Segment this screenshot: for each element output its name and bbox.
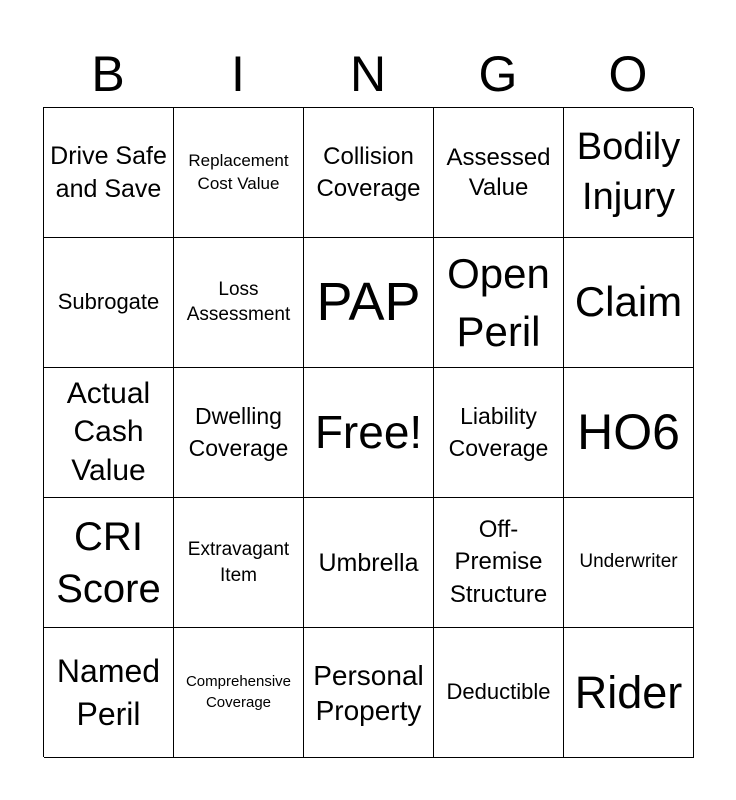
cell-text: PAP <box>316 271 421 332</box>
bingo-cell[interactable] <box>304 238 434 368</box>
bingo-cell[interactable] <box>434 238 564 368</box>
bingo-cell[interactable] <box>174 368 304 498</box>
bingo-cell[interactable] <box>174 108 304 238</box>
cell-text: Underwriter <box>579 551 678 573</box>
bingo-cell[interactable] <box>44 628 174 758</box>
cell-text: Rider <box>574 666 683 718</box>
cell-text: Loss Assessment <box>186 278 291 325</box>
cell-text: Claim <box>574 278 683 326</box>
bingo-cell[interactable] <box>434 368 564 498</box>
bingo-cell[interactable] <box>434 628 564 758</box>
bingo-cell[interactable] <box>174 628 304 758</box>
cell-text: HO6 <box>577 404 680 460</box>
header-letter-n: N <box>349 46 387 102</box>
cell-text: CRI Score <box>56 514 161 611</box>
bingo-header <box>43 40 693 108</box>
bingo-cell[interactable] <box>564 238 694 368</box>
header-letter-b: B <box>91 46 125 102</box>
bingo-cell[interactable] <box>434 108 564 238</box>
cell-text: Deductible <box>446 679 551 705</box>
cell-text: Free! <box>314 406 423 459</box>
cell-text: Bodily Injury <box>576 126 681 218</box>
bingo-cell[interactable] <box>44 108 174 238</box>
bingo-cell[interactable] <box>564 368 694 498</box>
header-letter-g: G <box>478 46 518 102</box>
cell-text: Personal Property <box>313 659 424 726</box>
cell-text: Liability Coverage <box>448 403 549 461</box>
cell-text: Actual Cash Value <box>66 376 151 487</box>
free-space-cell[interactable] <box>304 368 434 498</box>
bingo-cell[interactable] <box>564 108 694 238</box>
cell-text: Drive Safe and Save <box>50 142 167 203</box>
bingo-cell[interactable] <box>434 498 564 628</box>
cell-text: Open Peril <box>447 249 550 355</box>
bingo-cell[interactable] <box>44 498 174 628</box>
bingo-cell[interactable] <box>304 498 434 628</box>
cell-text: Dwelling Coverage <box>188 403 289 461</box>
header-letter-i: I <box>231 46 245 102</box>
bingo-grid <box>43 107 693 757</box>
cell-text: Umbrella <box>318 548 419 577</box>
cell-text: Off-Premise Structure <box>449 515 548 608</box>
cell-text: Replacement Cost Value <box>188 150 289 193</box>
cell-text: Named Peril <box>56 653 161 732</box>
cell-text: Extravagant Item <box>187 538 290 586</box>
header-letter-o: O <box>608 46 648 102</box>
bingo-cell[interactable] <box>564 628 694 758</box>
bingo-cell[interactable] <box>174 498 304 628</box>
bingo-cell[interactable] <box>304 628 434 758</box>
bingo-cell[interactable] <box>304 108 434 238</box>
bingo-cell[interactable] <box>174 238 304 368</box>
cell-text: Subrogate <box>57 289 160 315</box>
bingo-cell[interactable] <box>44 368 174 498</box>
bingo-cell[interactable] <box>564 498 694 628</box>
cell-text: Collision Coverage <box>316 143 421 202</box>
bingo-cell[interactable] <box>44 238 174 368</box>
cell-text: Comprehensive Coverage <box>185 673 292 711</box>
cell-text: Assessed Value <box>446 143 551 201</box>
